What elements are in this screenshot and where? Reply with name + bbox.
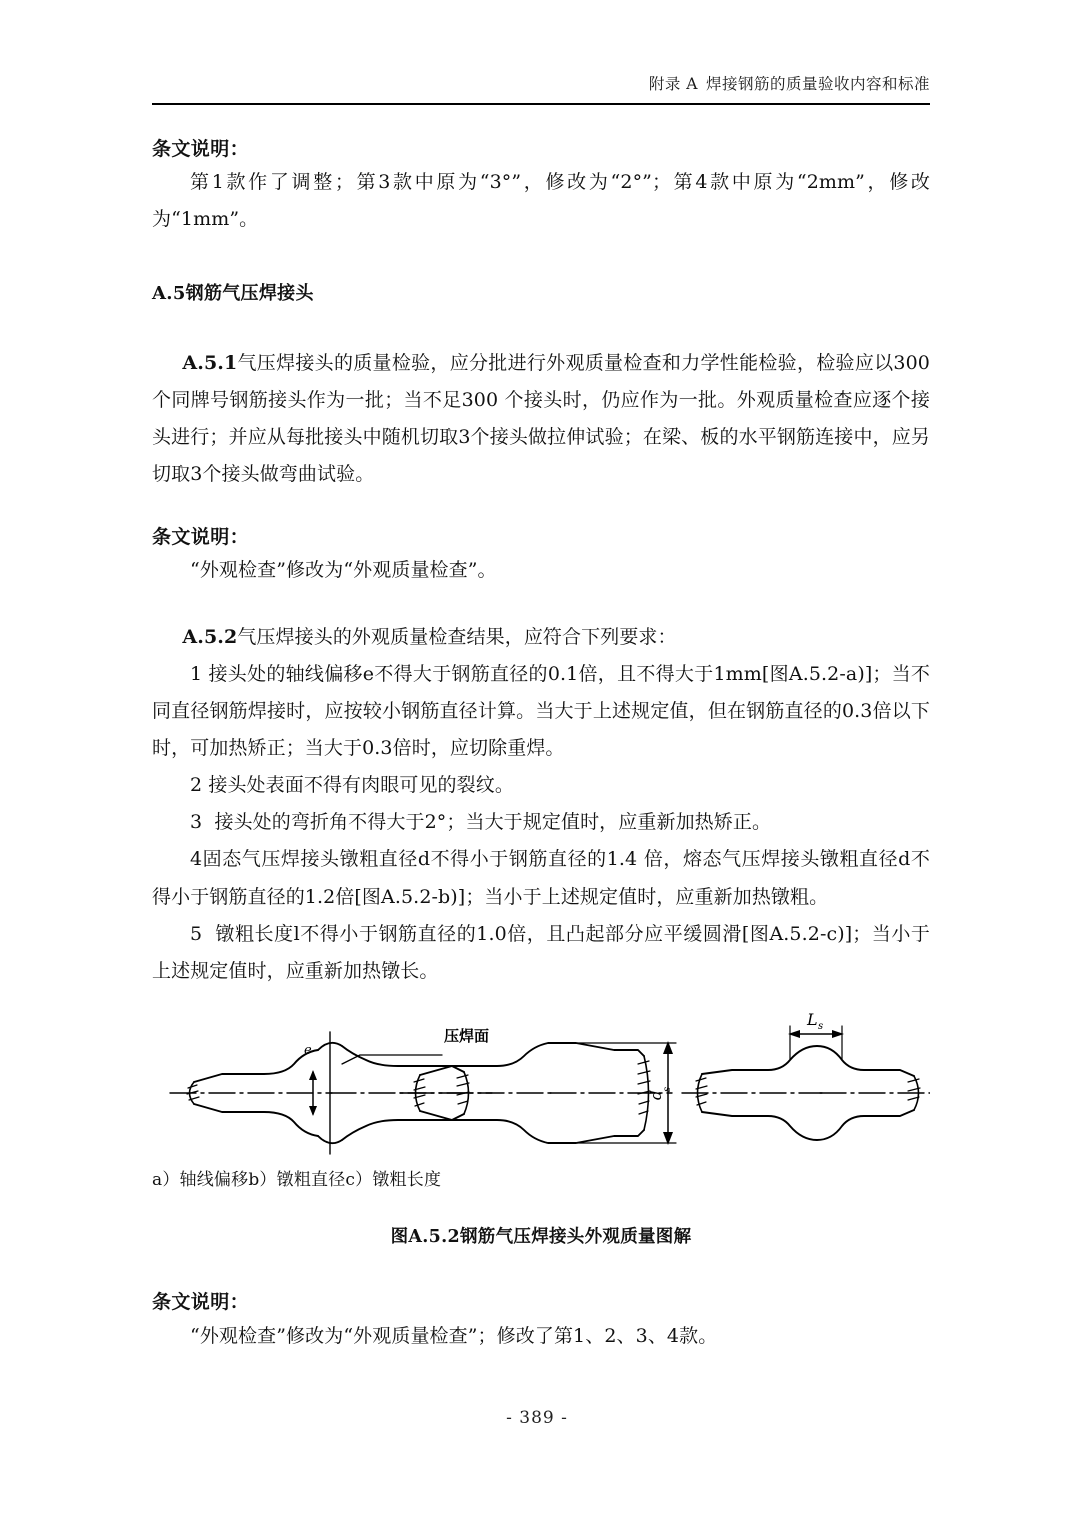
figure-length-subscript: s bbox=[818, 1020, 824, 1032]
figure-legend: a）轴线偏移b）镦粗直径c）镦粗长度 bbox=[152, 1169, 442, 1190]
figure-length-symbol: L bbox=[807, 1011, 818, 1029]
note-label-2: 条文说明： bbox=[152, 525, 250, 548]
clause-a52-text: 气压焊接头的外观质量检查结果，应符合下列要求： bbox=[237, 626, 677, 649]
figure-a52 bbox=[152, 1012, 930, 1162]
list-item-3 bbox=[152, 804, 930, 841]
note-body-1: 第1款作了调整；第3款中原为“3°”，修改为“2°”；第4款中原为“2mm”，修改为“1mm”。 bbox=[152, 171, 930, 231]
clause-a51 bbox=[152, 345, 930, 493]
list-item-4 bbox=[152, 841, 930, 915]
list-item-1-text: 接头处的轴线偏移e不得大于钢筋直径的0.1倍，且不得大于1mm[图A.5.2-a)]；当不同直径钢筋焊接时，应按较小钢筋直径计算。当大于上述规定值，但在钢筋直径的0.3倍以下时，可加热矫正；当大于0.3倍时，应切除重焊。 bbox=[152, 663, 931, 760]
page-number: - 389 - bbox=[506, 1408, 568, 1428]
figure-offset-symbol: e bbox=[304, 1042, 312, 1058]
note-body-2: “外观检查”修改为“外观质量检查”。 bbox=[190, 559, 497, 582]
list-item-2-number: 2 bbox=[190, 774, 203, 797]
section-heading-a5: A.5钢筋气压焊接头 bbox=[152, 282, 314, 304]
clause-a51-number: A.5.1 bbox=[182, 351, 238, 374]
list-item-3-text: 接头处的弯折角不得大于2°；当大于规定值时，应重新加热矫正。 bbox=[208, 811, 772, 834]
list-item-5 bbox=[152, 916, 930, 990]
list-item-3-number: 3 bbox=[190, 811, 203, 834]
clause-a52-number: A.5.2 bbox=[182, 626, 238, 649]
page-header bbox=[152, 0, 930, 94]
list-item-5-number: 5 bbox=[190, 922, 203, 945]
figure-diameter-symbol: d bbox=[647, 1090, 665, 1100]
header-title: 焊接钢筋的质量验收内容和标准 bbox=[705, 75, 930, 93]
list-item-2-text: 接头处表面不得有肉眼可见的裂纹。 bbox=[208, 774, 514, 797]
page-content bbox=[152, 0, 930, 1355]
figure-weld-face-label: 压焊面 bbox=[444, 1026, 490, 1045]
figure-diameter-subscript: s bbox=[662, 1086, 673, 1092]
clause-a51-text: 气压焊接头的质量检验，应分批进行外观质量检查和力学性能检验，检验应以300个同牌号钢筋接头作为一批；当不足300 个接头时，仍应作为一批。外观质量检查应逐个接头进行；并应从每批接头中随机切取3个接头做拉伸试验；在梁、板的水平钢筋连接中，应另切取3个接头做弯曲试验。 bbox=[152, 351, 930, 485]
list-item-2 bbox=[152, 767, 930, 804]
header-appendix-number: 附录 A bbox=[648, 75, 698, 93]
note-label-1: 条文说明： bbox=[152, 138, 250, 160]
list-item-1 bbox=[152, 656, 930, 767]
list-item-4-text: 固态气压焊接头镦粗直径d不得小于钢筋直径的1.4 倍，熔态气压焊接头镦粗直径d不得小于钢筋直径的1.2倍[图A.5.2-b)]；当小于上述规定值时，应重新加热镦粗。 bbox=[152, 848, 930, 908]
list-item-5-text: 镦粗长度l不得小于钢筋直径的1.0倍，且凸起部分应平缓圆滑[图A.5.2-c)]；当小于上述规定值时，应重新加热镦长。 bbox=[152, 922, 930, 982]
note-label-3: 条文说明： bbox=[152, 1291, 250, 1314]
note-body-3: “外观检查”修改为“外观质量检查”；修改了第1、2、3、4款。 bbox=[190, 1324, 718, 1347]
diagram-b-upset-diameter bbox=[400, 1041, 676, 1145]
list-item-1-number: 1 bbox=[190, 663, 203, 686]
diagram-c-upset-length bbox=[682, 1026, 930, 1140]
clause-a52 bbox=[152, 619, 930, 656]
figure-caption: 图A.5.2钢筋气压焊接头外观质量图解 bbox=[390, 1227, 692, 1248]
page-footer bbox=[0, 1408, 1074, 1428]
list-item-4-number: 4 bbox=[190, 848, 203, 871]
figure-diagrams-svg bbox=[152, 1012, 930, 1162]
